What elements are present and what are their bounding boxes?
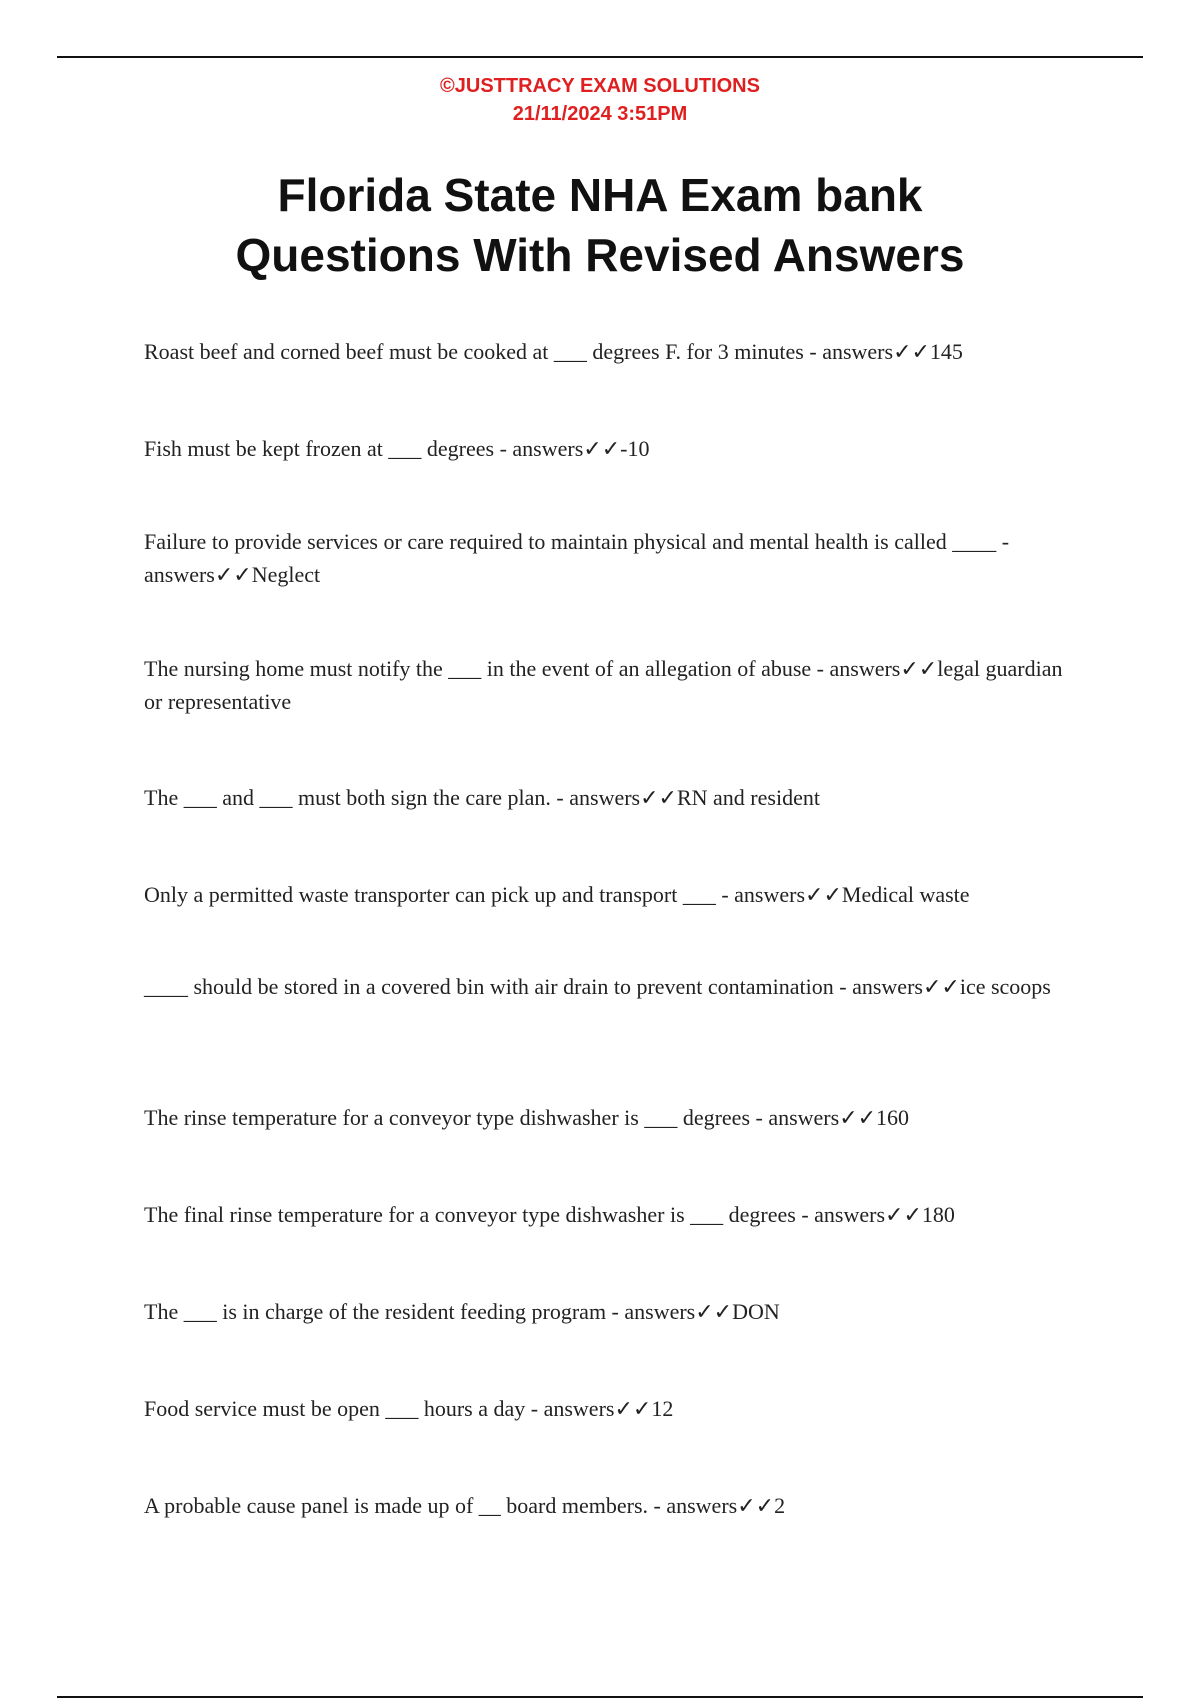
title-line-2: Questions With Revised Answers [235, 229, 965, 281]
qa-item: Fish must be kept frozen at ___ degrees - answers✓✓-10 [144, 436, 650, 461]
qa-item: Roast beef and corned beef must be cooked at ___ degrees F. for 3 minutes - answers✓✓145 [144, 339, 963, 364]
document-title [0, 165, 1200, 285]
qa-item: Food service must be open ___ hours a day - answers✓✓12 [144, 1396, 674, 1421]
header-stamp [0, 72, 1200, 128]
stamp-owner: ©JUSTTRACY EXAM SOLUTIONS [440, 75, 760, 97]
qa-item: The ___ and ___ must both sign the care plan. - answers✓✓RN and resident [144, 785, 820, 810]
top-divider [57, 56, 1143, 58]
qa-item: The final rinse temperature for a conveyor type dishwasher is ___ degrees - answers✓✓180 [144, 1202, 955, 1227]
title-line-1: Florida State NHA Exam bank [277, 169, 923, 221]
stamp-timestamp: 21/11/2024 3:51PM [512, 103, 688, 125]
qa-item: ____ should be stored in a covered bin with air drain to prevent contamination - answers✓✓ice scoops [144, 974, 1051, 999]
qa-item: Only a permitted waste transporter can pick up and transport ___ - answers✓✓Medical waste [144, 882, 970, 907]
qa-item: The rinse temperature for a conveyor type dishwasher is ___ degrees - answers✓✓160 [144, 1105, 910, 1130]
qa-item: Failure to provide services or care required to maintain physical and mental health is called ____ - answers✓✓Neglect [144, 529, 1010, 587]
qa-item: The ___ is in charge of the resident feeding program - answers✓✓DON [144, 1299, 780, 1324]
qa-item: The nursing home must notify the ___ in the event of an allegation of abuse - answers✓✓legal guardian or representative [144, 656, 1063, 714]
qa-item: A probable cause panel is made up of __ board members. - answers✓✓2 [144, 1493, 786, 1518]
bottom-divider [57, 1696, 1143, 1698]
